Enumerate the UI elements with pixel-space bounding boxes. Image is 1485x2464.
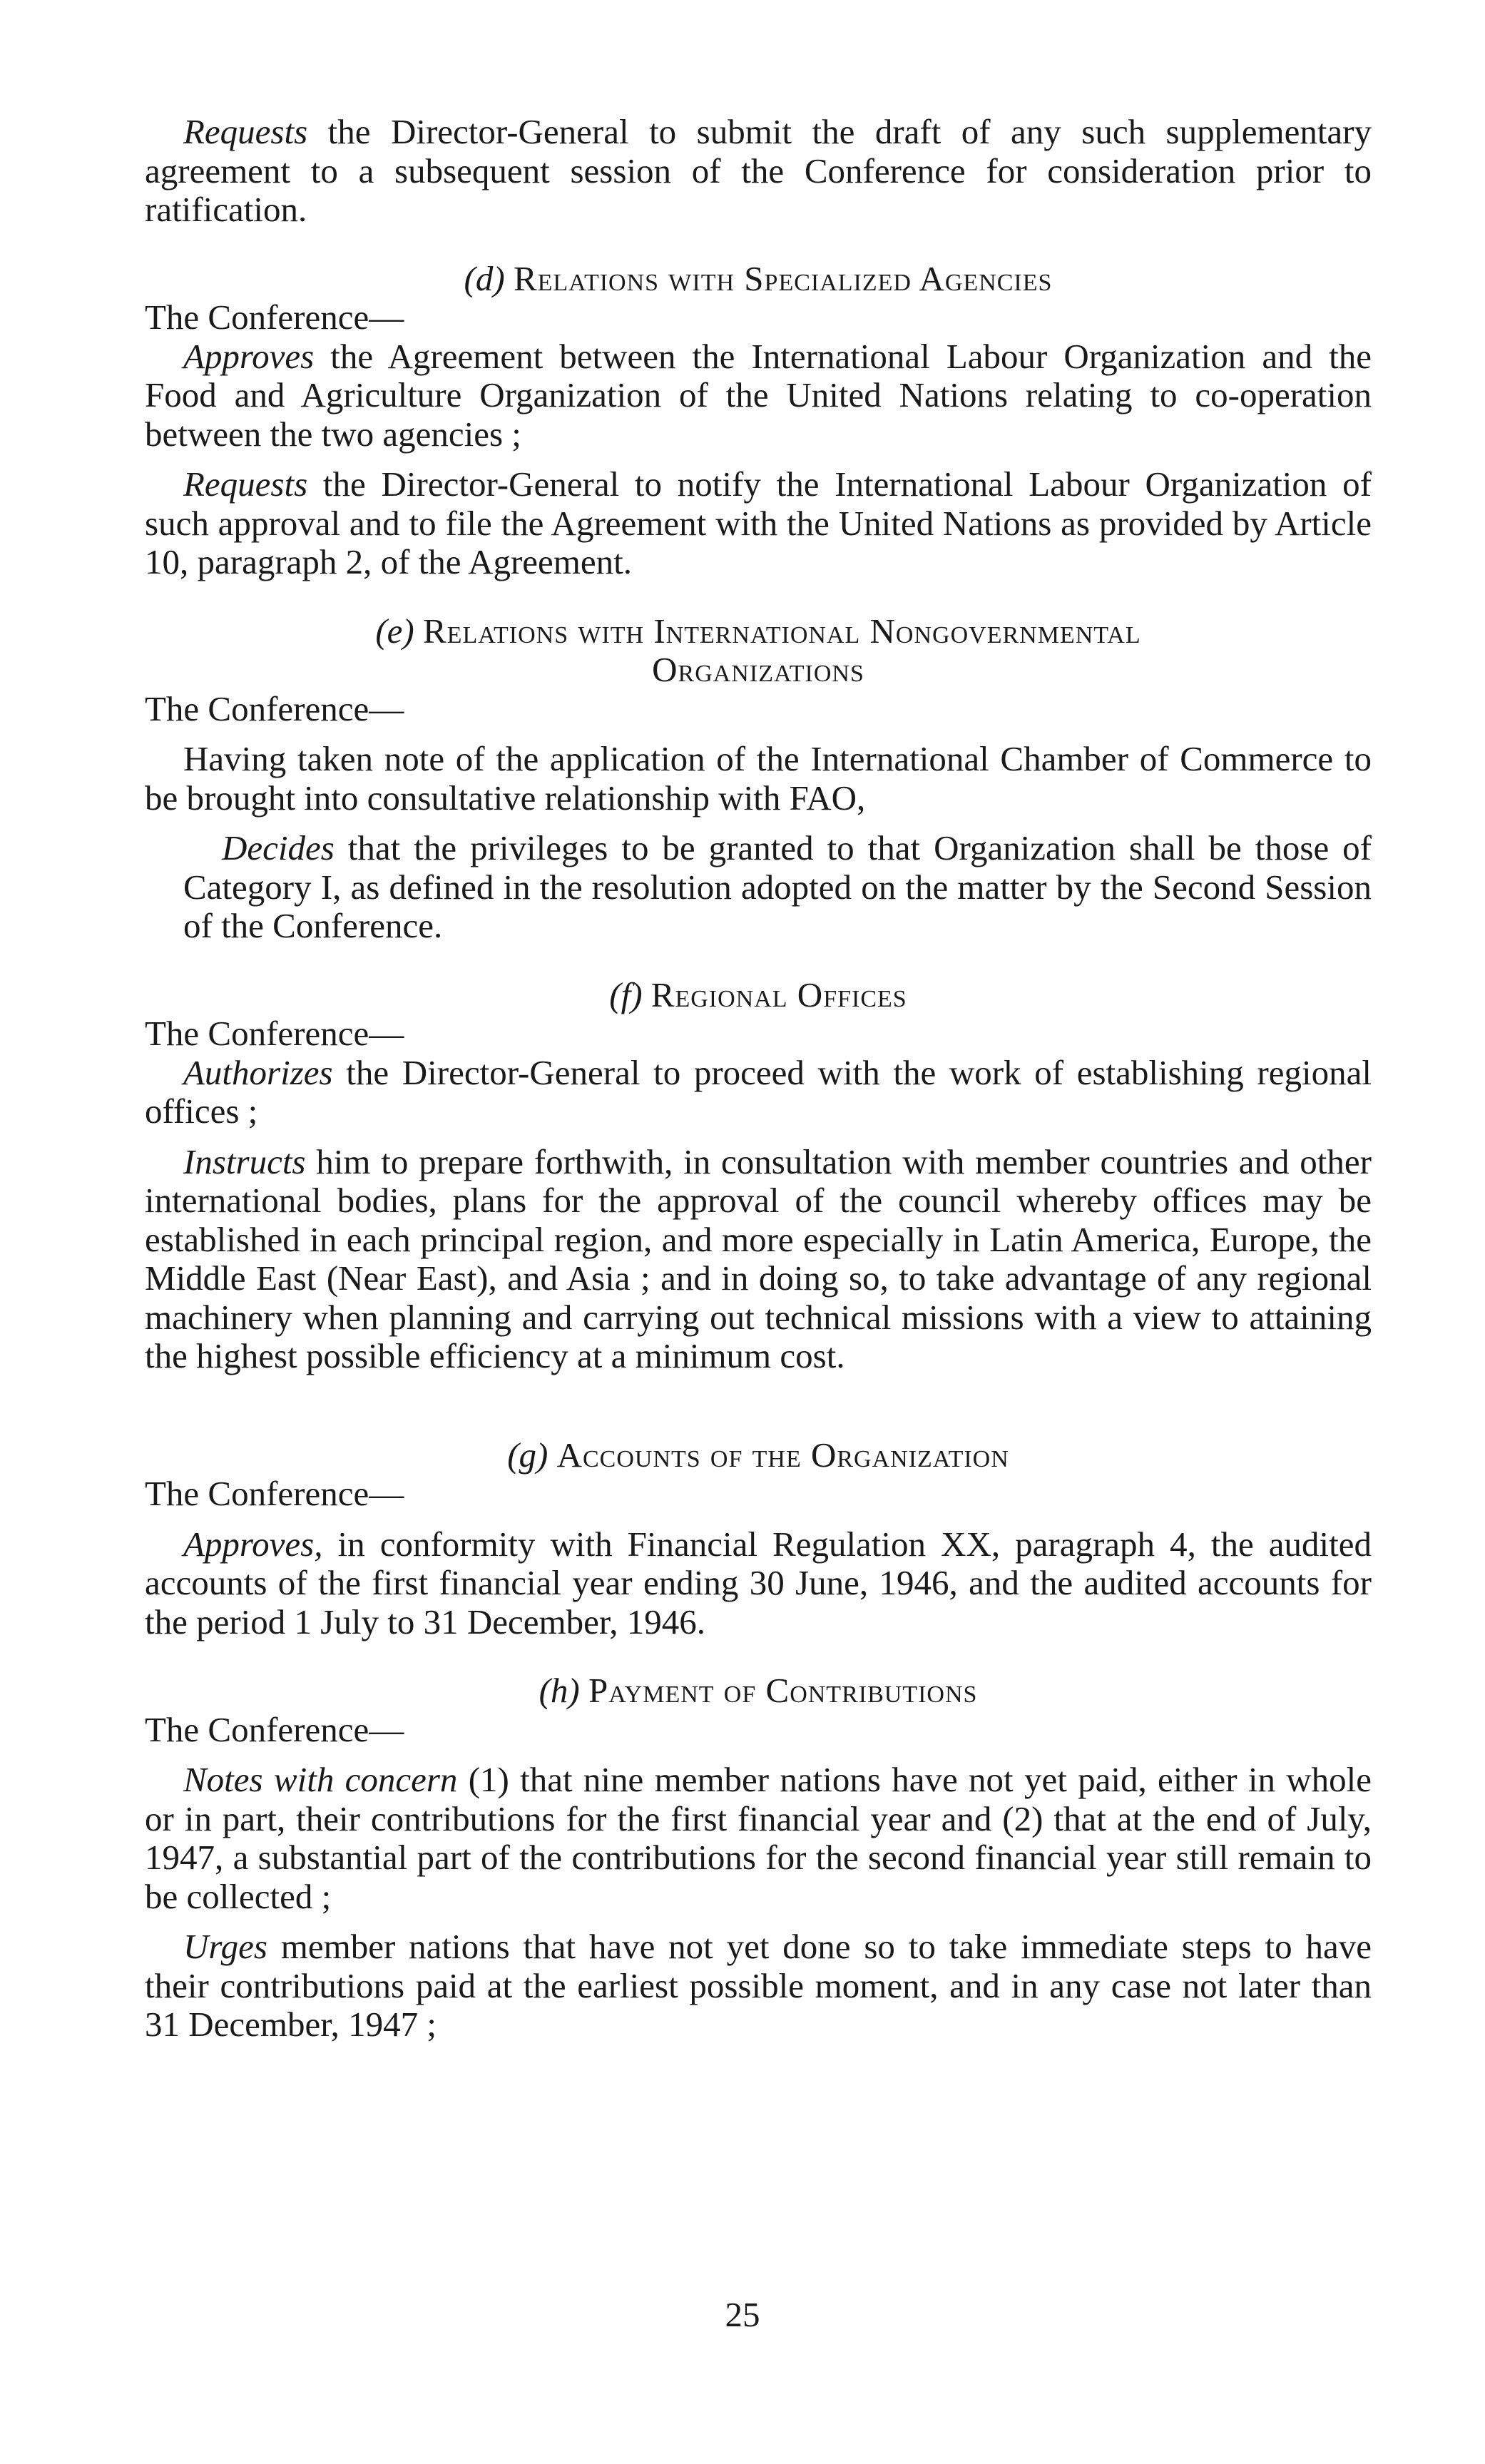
- section-e-p2-text: that the privileges to be granted to that Organization shall be those of Category I, as defined in the resolution adopted on the matter by the Second Session of the Conference.: [183, 828, 1372, 945]
- section-e-conference: The Conference—: [145, 688, 404, 728]
- section-e-heading: [145, 612, 1372, 690]
- section-d-p2-text: the Director-General to notify the International Labour Organization of such approval and to file the Agreement with the United Nations as provided by Article 10, paragraph 2, of the Agreement.: [145, 464, 1372, 581]
- intro-text: the Director-General to submit the draft of any such supplementary agreement to a subsequent session of the Conference for consideration prior to ratification.: [145, 112, 1372, 229]
- page-number: 25: [725, 2295, 760, 2334]
- intro-paragraph: [145, 113, 1372, 230]
- section-d-conference: The Conference—: [145, 297, 404, 337]
- section-f-p1-lead: Authorizes: [183, 1052, 333, 1092]
- section-g-title: Accounts of the Organization: [556, 1435, 1009, 1475]
- section-h-p2-lead: Urges: [183, 1927, 267, 1966]
- section-g-paragraph-1: [145, 1525, 1372, 1642]
- section-g-heading: [145, 1436, 1372, 1475]
- section-g-p1-text: in conformity with Financial Regulation XX, paragraph 4, the audited accounts of the first financial year ending 30 June, 1946, and the audited accounts for the period 1 July to 31 December, 1946.: [145, 1524, 1372, 1641]
- section-h-conference: The Conference—: [145, 1709, 404, 1749]
- section-e-title-line1: Relations with International Nongovernmental: [423, 611, 1141, 651]
- section-h-p1-lead: Notes with concern: [183, 1760, 458, 1799]
- document-page: [145, 113, 1372, 2045]
- section-h-p1-text: (1) that nine member nations have not yet paid, either in whole or in part, their contributions for the first financial year and (2) that at the end of July, 1947, a substantial part of the contributions for the second financial year still remain to be collected ;: [145, 1760, 1372, 1916]
- section-d-p1-text: the Agreement between the International Labour Organization and the Food and Agriculture Organization of the United Nations relating to co-operation between the two agencies ;: [145, 336, 1372, 454]
- section-e-title-line2: Organizations: [652, 650, 864, 689]
- section-f-conference: The Conference—: [145, 1014, 404, 1053]
- section-d-paragraph-2: [145, 465, 1372, 582]
- section-d-letter: (d): [464, 258, 505, 298]
- section-f-paragraph-2: [145, 1143, 1372, 1376]
- section-f-p2-text: him to prepare forthwith, in consultation with member countries and other international bodies, plans for the approval of the council whereby offices may be established in each principal region, and more especially in Latin America, Europe, the Middle East (Near East), and Asia ; and in doing so, to take advantage of any regional machinery when planning and carrying out technical missions with a view to attaining the highest possible efficiency at a minimum cost.: [145, 1141, 1372, 1375]
- section-e-p1-text: Having taken note of the application of the International Chamber of Commerce to be brought into consultative relationship with FAO,: [145, 739, 1372, 818]
- section-h-heading: [145, 1671, 1372, 1711]
- section-h-paragraph-1: [145, 1761, 1372, 1916]
- section-f-paragraph-1: [145, 1054, 1372, 1131]
- section-d-paragraph-1: [145, 337, 1372, 454]
- section-d-heading: [145, 260, 1372, 299]
- section-d-title: Relations with Specialized Agencies: [513, 258, 1053, 298]
- section-f-heading: [145, 976, 1372, 1015]
- section-d-p1-lead: Approves: [183, 336, 315, 376]
- section-e-p2-lead: Decides: [222, 828, 335, 867]
- section-h-title: Payment of Contributions: [588, 1671, 978, 1710]
- section-d-p2-lead: Requests: [183, 464, 308, 504]
- section-f-p2-lead: Instructs: [183, 1141, 306, 1181]
- section-e-paragraph-1: [145, 740, 1372, 818]
- section-h-letter: (h): [539, 1671, 580, 1710]
- section-h-p2-text: member nations that have not yet done so to take immediate steps to have their contributions paid at the earliest possible moment, and in any case not later than 31 December, 1947 ;: [145, 1927, 1372, 2044]
- section-g-letter: (g): [507, 1435, 548, 1475]
- section-e-paragraph-2: [183, 829, 1372, 946]
- intro-lead: Requests: [183, 112, 308, 151]
- section-f-letter: (f): [609, 974, 643, 1014]
- section-g-conference: The Conference—: [145, 1474, 404, 1513]
- section-f-title: Regional Offices: [650, 974, 907, 1014]
- section-f-p1-text: the Director-General to proceed with the work of establishing regional offices ;: [145, 1052, 1372, 1131]
- section-h-paragraph-2: [145, 1928, 1372, 2045]
- section-e-letter: (e): [375, 611, 414, 651]
- section-g-p1-lead: Approves,: [183, 1524, 323, 1564]
